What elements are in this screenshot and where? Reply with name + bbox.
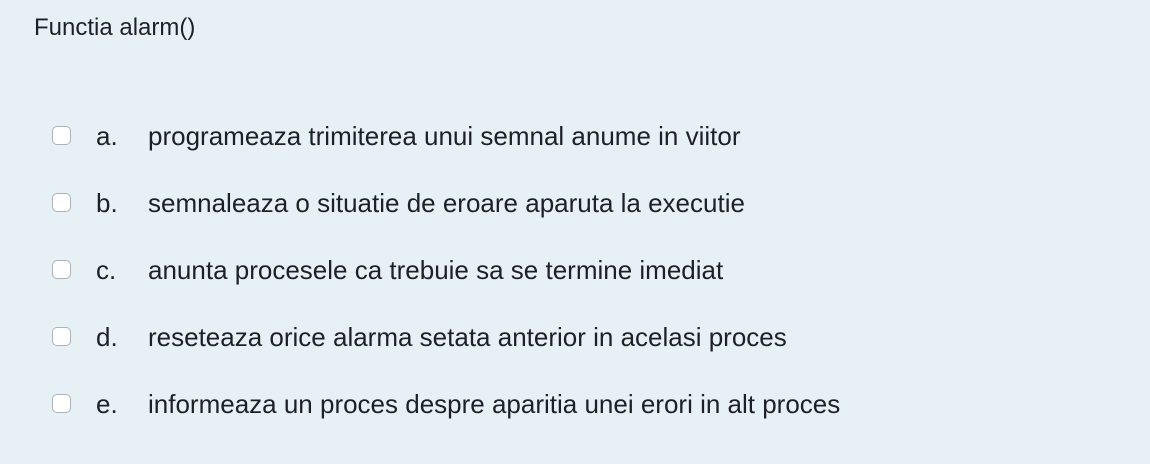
answer-text-d[interactable]: reseteaza orice alarma setata anterior in acelasi proces — [148, 321, 787, 352]
answer-option-a[interactable] — [52, 102, 840, 169]
answer-letter-e: e. — [96, 388, 118, 419]
answer-option-d[interactable] — [52, 303, 840, 370]
answer-option-c[interactable] — [52, 236, 840, 303]
answer-option-e[interactable] — [52, 370, 840, 437]
answer-checkbox-d[interactable] — [52, 327, 71, 346]
answer-text-c[interactable]: anunta procesele ca trebuie sa se termine imediat — [148, 254, 724, 285]
answer-checkbox-e[interactable] — [52, 394, 71, 413]
answer-checkbox-b[interactable] — [52, 193, 71, 212]
answer-letter-a: a. — [96, 120, 118, 151]
answer-letter-c: c. — [96, 254, 117, 285]
answer-text-b[interactable]: semnaleaza o situatie de eroare aparuta la executie — [148, 187, 745, 218]
answer-checkbox-c[interactable] — [52, 260, 71, 279]
answer-option-b[interactable] — [52, 169, 840, 236]
question-text: Functia alarm() — [34, 14, 196, 41]
answer-checkbox-a[interactable] — [52, 126, 71, 145]
answer-letter-b: b. — [96, 187, 118, 218]
answer-list — [52, 102, 840, 437]
answer-text-e[interactable]: informeaza un proces despre aparitia unei erori in alt proces — [148, 388, 841, 419]
answer-letter-d: d. — [96, 321, 118, 352]
answer-text-a[interactable]: programeaza trimiterea unui semnal anume in viitor — [148, 120, 741, 151]
